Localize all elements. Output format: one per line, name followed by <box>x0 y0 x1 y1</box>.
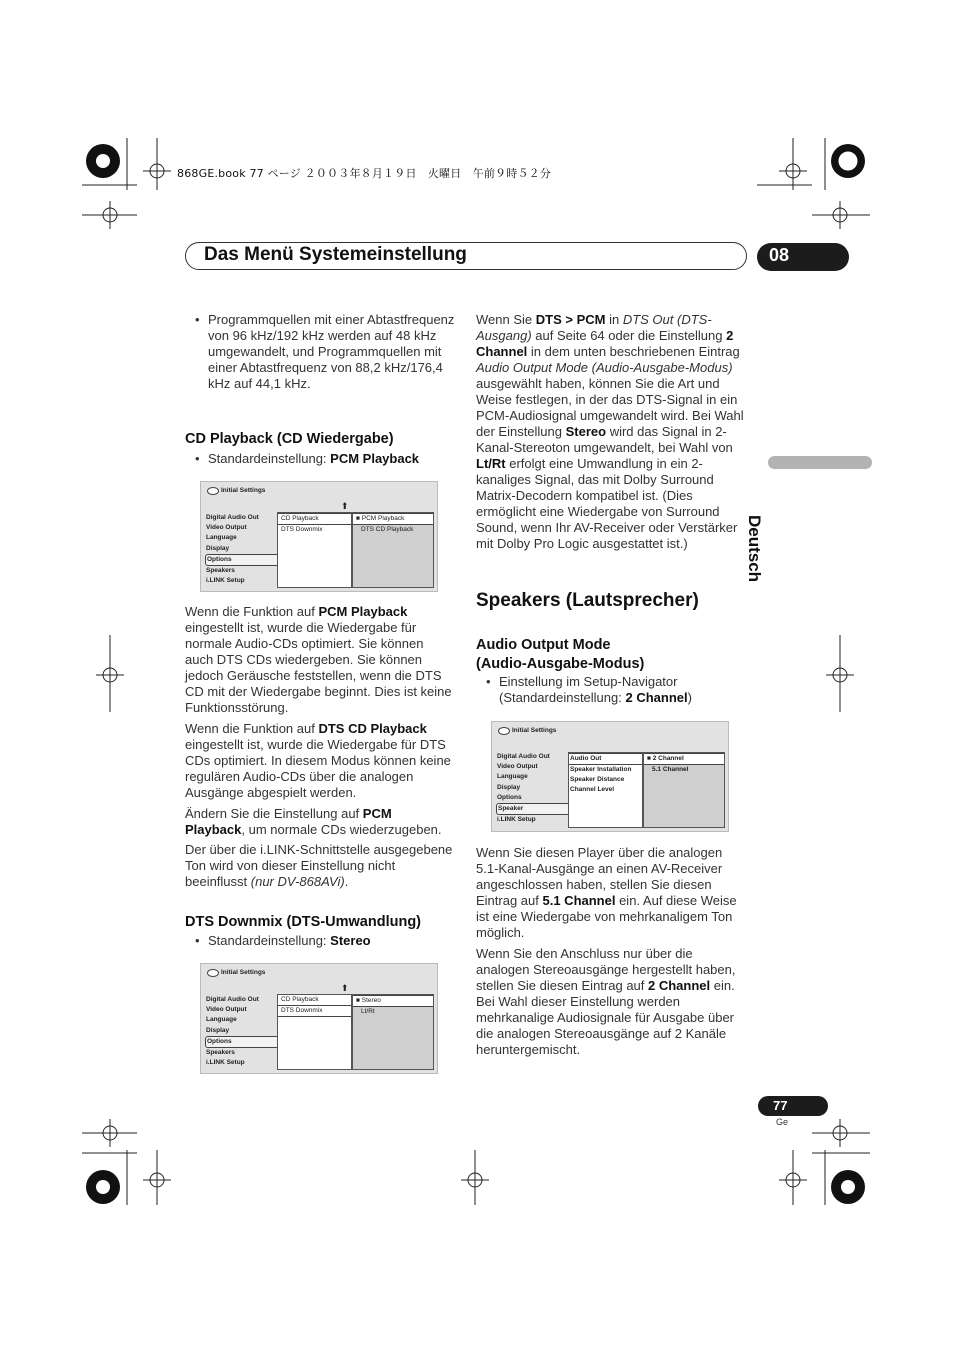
submenu-item: Speaker Distance <box>570 776 625 783</box>
cd-default-prefix: Standardeinstellung: <box>208 451 331 466</box>
audio-output-mode-heading-line2: (Audio-Ausgabe-Modus) <box>476 656 645 672</box>
up-arrow-icon: ⬆ <box>341 983 349 993</box>
option-item: Lt/Rt <box>361 1008 375 1015</box>
screen-title: Initial Settings <box>221 487 266 494</box>
menu-item: Language <box>497 773 528 781</box>
dts-default-value: Stereo <box>330 933 371 948</box>
paragraph-dts-cd-playback: Wenn die Funktion auf DTS CD Playback eingestellt ist, wurde die Wiedergabe für DTS CDs optimiert. In diesem Modus können keine regulären Audio-CDs über die analogen Ausgänge abgespielt werden. <box>185 721 451 800</box>
disc-icon <box>207 969 219 977</box>
menu-item: Language <box>206 1016 237 1024</box>
paragraph-change-setting: Ändern Sie die Einstellung auf PCM Playback, um normale CDs wiederzugeben. <box>185 806 442 837</box>
menu-item: Speakers <box>206 567 235 575</box>
cd-default-bullet <box>185 451 455 467</box>
cd-playback-heading: CD Playback (CD Wiedergabe) <box>185 431 394 447</box>
menu-item: Speakers <box>206 1049 235 1057</box>
menu-item: Display <box>497 783 521 791</box>
submenu-item: CD Playback <box>281 996 319 1003</box>
menu-item-selected: Options <box>205 554 279 566</box>
option-item-selected: ■ 2 Channel <box>644 753 724 765</box>
page-number: 77 <box>773 1098 788 1113</box>
intro-bullet <box>185 312 455 392</box>
paragraph-pcm-playback: Wenn die Funktion auf PCM Playback eingestellt ist, wurde die Wiedergabe für normale Audio-CDs optimiert. Sie können auch DTS CDs wiedergeben. Sie können jedoch Geräusche feststellen, wenn die DTS CD mit der Wiedergabe beginnt. Dies ist keine Funktionsstörung. <box>185 604 452 715</box>
menu-item: Display <box>206 1026 230 1034</box>
menu-item: Digital Audio Out <box>497 753 550 760</box>
paragraph-5-1-channel: Wenn Sie diesen Player über die analogen 5.1-Kanal-Ausgänge an einen AV-Receiver angeschlossen haben, stellen Sie diesen Eintrag auf 5.1 Channel ein. Auf diese Weise ist eine Wiedergabe von mehrkanaligem Ton möglich. <box>476 845 737 940</box>
menu-item: Language <box>206 534 237 542</box>
option-item-selected: ■ PCM Playback <box>353 513 433 525</box>
menu-item: Options <box>497 793 522 801</box>
up-arrow-icon: ⬆ <box>341 501 349 511</box>
menu-item: Digital Audio Out <box>206 996 259 1003</box>
options-panel <box>352 512 434 588</box>
menu-item: Display <box>206 544 230 552</box>
cd-default-value: PCM Playback <box>330 451 420 466</box>
menu-item-selected: Options <box>205 1036 279 1048</box>
option-item: DTS CD Playback <box>361 526 414 533</box>
disc-icon <box>498 727 510 735</box>
dts-default-prefix: Standardeinstellung: <box>208 933 331 948</box>
language-tab-bar <box>768 456 872 469</box>
language-tab-label: Deutsch <box>745 515 764 583</box>
menu-item: Video Output <box>206 1006 247 1014</box>
submenu-panel <box>568 752 643 828</box>
main-menu <box>496 752 570 825</box>
submenu-item-selected: DTS Downmix <box>278 1005 351 1017</box>
page-title: Das Menü Systemeinstellung <box>204 244 467 265</box>
audio-output-mode-heading <box>476 636 748 674</box>
menu-item: i.LINK Setup <box>497 816 536 824</box>
submenu-item: Speaker Installation <box>570 766 632 773</box>
chapter-number: 08 <box>769 245 790 265</box>
main-menu <box>205 513 279 586</box>
dts-downmix-heading: DTS Downmix (DTS-Umwandlung) <box>185 914 422 930</box>
paragraph-2-channel: Wenn Sie den Anschluss nur über die analogen Stereoausgänge hergestellt haben, stellen Sie diesen Eintrag auf 2 Channel ein. Bei Wahl dieser Einstellung werden mehrkanalige Audiosignale für Ausgabe über die analogen Stereoausgänge auf 2 Kanäle heruntergemischt. <box>476 946 736 1057</box>
disc-icon <box>207 487 219 495</box>
menu-item: Video Output <box>497 763 538 771</box>
submenu-panel <box>277 512 352 588</box>
audio-output-mode-heading-line1: Audio Output Mode <box>476 637 611 653</box>
submenu-item-selected: Audio Out <box>569 753 642 765</box>
intro-bullet-text: • Programmquellen mit einer Abtastfrequenz von 96 kHz/192 kHz werden auf 48 kHz umgewandelt, und Programmquellen mit einer Abtastfrequenz von 88,2 kHz/176,4 kHz auf 44,1 kHz. <box>185 312 455 392</box>
screen-speakers <box>491 721 729 832</box>
paragraph-dts-pcm: Wenn Sie DTS > PCM in DTS Out (DTS-Ausgang) auf Seite 64 oder die Einstellung 2 Channel in dem unten beschriebenen Eintrag Audio Output Mode (Audio-Ausgabe-Modus) ausgewählt haben, können Sie die Art und Weise festlegen, in der das DTS-Signal in ein PCM-Audiosignal umgewandelt wird. Bei Wahl der Einstellung Stereo wird das Signal in 2-Kanal-Stereoton umgewandelt, bei Wahl von Lt/Rt erfolgt eine Umwandlung in ein 2-kanaliges Signal, das mit Dolby Surround Matrix-Decodern kompatibel ist. (Dies ermöglicht eine Wiedergabe von Surround Sound, wenn Ihr AV-Receiver oder Verstärker mit Dolby Pro Logic ausgestattet ist.) <box>476 312 744 551</box>
submenu-item: DTS Downmix <box>281 526 323 533</box>
menu-item-selected: Speaker <box>496 803 570 815</box>
paragraph-ilink-note: Der über die i.LINK-Schnittstelle ausgegebene Ton wird von dieser Einstellung nicht beeinflusst (nur DV-868AVi). <box>185 842 453 889</box>
print-info-line: 868GE.book 77 ページ ２００３年８月１９日 火曜日 午前９時５２分 <box>177 167 552 180</box>
menu-item: Digital Audio Out <box>206 514 259 521</box>
screen-dts-downmix <box>200 963 438 1074</box>
screen-title: Initial Settings <box>221 969 266 976</box>
options-panel <box>643 752 725 828</box>
submenu-list <box>569 753 642 795</box>
speakers-heading: Speakers (Lautsprecher) <box>476 590 699 611</box>
menu-item: i.LINK Setup <box>206 1059 245 1067</box>
dts-default-bullet <box>185 933 455 949</box>
option-item-selected: ■ Stereo <box>353 995 433 1007</box>
screen-title: Initial Settings <box>512 727 557 734</box>
submenu-item-selected: CD Playback <box>278 513 351 525</box>
aom-default-bullet: • Einstellung im Setup-Navigator (Standardeinstellung: 2 Channel) <box>476 674 748 706</box>
option-item: 5.1 Channel <box>652 766 689 773</box>
page-number-badge <box>758 1096 828 1116</box>
menu-item: Video Output <box>206 524 247 532</box>
page-language-code: Ge <box>776 1117 789 1127</box>
screen-cd-playback <box>200 481 438 592</box>
options-panel <box>352 994 434 1070</box>
main-menu <box>205 995 279 1068</box>
submenu-item: Channel Level <box>570 786 615 793</box>
menu-item: i.LINK Setup <box>206 577 245 585</box>
submenu-panel <box>277 994 352 1070</box>
